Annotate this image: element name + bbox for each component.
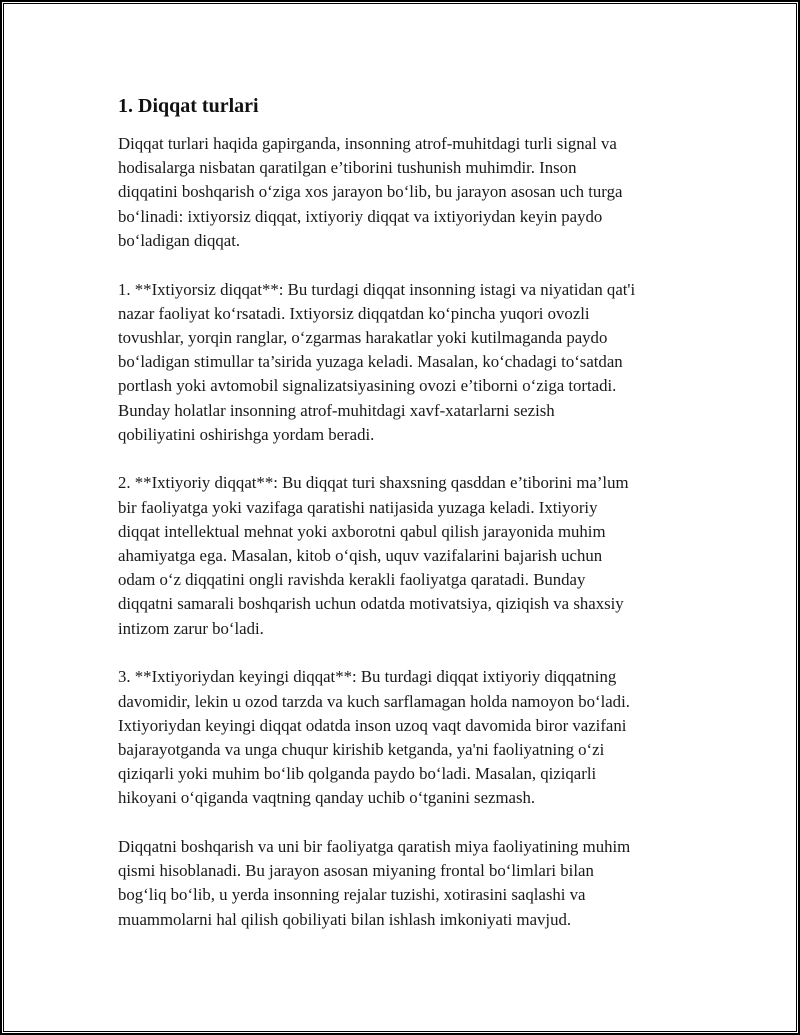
paragraph-line: diqqatni samarali boshqarish uchun odatda motivatsiya, qiziqish va shaxsiy (118, 594, 624, 614)
paragraph-line: nazar faoliyat ko‘rsatadi. Ixtiyorsiz diqqatdan ko‘pincha yuqori ovozli (118, 303, 590, 323)
paragraph-line: bir faoliyatga yoki vazifaga qaratishi natijasida yuzaga keladi. Ixtiyoriy (118, 497, 598, 517)
paragraph-line: 3. **Ixtiyoriydan keyingi diqqat**: Bu turdagi diqqat ixtiyoriy diqqatning (118, 667, 617, 687)
paragraph-line: tovushlar, yorqin ranglar, o‘zgarmas harakatlar yoki kutilmaganda paydo (118, 327, 608, 347)
paragraph-line: 1. **Ixtiyorsiz diqqat**: Bu turdagi diqqat insonning istagi va niyatidan qat'i (118, 279, 636, 299)
paragraph-line: ahamiyatga ega. Masalan, kitob o‘qish, uquv vazifalarini bajarish uchun (118, 546, 603, 566)
paragraph (118, 471, 693, 640)
paragraph-line: qismi hisoblanadi. Bu jarayon asosan miyaning frontal bo‘limlari bilan (118, 861, 594, 881)
paragraph-line: davomidir, lekin u ozod tarzda va kuch sarflamagan holda namoyon bo‘ladi. (118, 691, 630, 711)
paragraph-line: bo‘ladigan stimullar ta’sirida yuzaga keladi. Masalan, ko‘chadagi to‘satdan (118, 352, 623, 372)
paragraph-line: hikoyani o‘qiganda vaqtning qanday uchib o‘tganini sezmash. (118, 788, 536, 808)
paragraph-line: bo‘linadi: ixtiyorsiz diqqat, ixtiyoriy diqqat va ixtiyoriydan keyin paydo (118, 206, 603, 226)
paragraph-line: diqqatini boshqarish o‘ziga xos jarayon bo‘lib, bu jarayon asosan uch turga (118, 182, 623, 202)
paragraph-line: 2. **Ixtiyoriy diqqat**: Bu diqqat turi shaxsning qasddan e’tiborini ma’lum (118, 473, 629, 493)
paragraph-line: portlash yoki avtomobil signalizatsiyasining ovozi e’tiborni o‘ziga tortadi. (118, 376, 617, 396)
paragraph-line: bo‘ladigan diqqat. (118, 230, 241, 250)
paragraph-line: qiziqarli yoki muhim bo‘lib qolganda paydo bo‘ladi. Masalan, qiziqarli (118, 764, 597, 784)
paragraph (118, 665, 693, 810)
paragraph-line: Diqqatni boshqarish va uni bir faoliyatga qaratish miya faoliyatining muhim (118, 837, 631, 857)
paragraph-line: diqqat intellektual mehnat yoki axborotni qabul qilish jarayonida muhim (118, 521, 606, 541)
paragraph-line: bajarayotganda va unga chuqur kirishib ketganda, ya'ni faoliyatning o‘zi (118, 739, 605, 759)
paragraph-line: muammolarni hal qilish qobiliyati bilan ishlash imkoniyati mavjud. (118, 909, 572, 929)
paragraph-line: Ixtiyoriydan keyingi diqqat odatda inson uzoq vaqt davomida biror vazifani (118, 715, 627, 735)
paragraph-line: intizom zarur bo‘ladi. (118, 618, 264, 638)
paragraph (118, 835, 693, 932)
paragraph (118, 278, 693, 447)
paragraph-line: Bunday holatlar insonning atrof-muhitdagi xavf-xatarlarni sezish (118, 400, 555, 420)
paragraph (118, 132, 693, 253)
section-heading: 1. Diqqat turlari (118, 95, 259, 117)
paragraph-line: hodisalarga nisbatan qaratilgan e’tiborini tushunish muhimdir. Inson (118, 158, 577, 178)
paragraph-line: qobiliyatini oshirishga yordam beradi. (118, 424, 375, 444)
paragraph-line: bog‘liq bo‘lib, u yerda insonning rejalar tuzishi, xotirasini saqlashi va (118, 885, 586, 905)
paragraph-list (118, 132, 693, 932)
document-body (118, 94, 693, 956)
paragraph-line: odam o‘z diqqatini ongli ravishda kerakli faoliyatga qaratadi. Bunday (118, 570, 586, 590)
paragraph-line: Diqqat turlari haqida gapirganda, insonning atrof-muhitdagi turli signal va (118, 134, 617, 153)
